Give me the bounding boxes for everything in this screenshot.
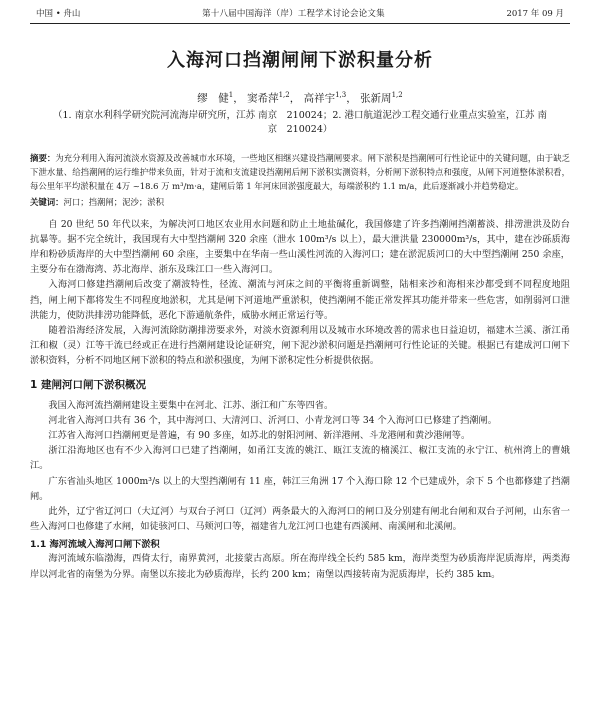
author-sup: 1,2 bbox=[391, 91, 403, 99]
body-paragraph: 河北省入海河口共有 36 个，其中海河口、大清河口、沂河口、小青龙河口等 34 个入海河口已修建了挡潮闸。 bbox=[48, 414, 497, 426]
author: 高祥宇 bbox=[303, 92, 336, 105]
subsection-heading: 1.1 海河流域入海河口闸下淤积 bbox=[30, 539, 160, 551]
author: 窦希萍 bbox=[247, 92, 279, 105]
running-header-center: 第十八届中国海洋（岸）工程学术讨论会论文集 bbox=[202, 9, 385, 19]
abstract bbox=[30, 151, 570, 193]
body-paragraph: 海河流域东临渤海，西倚太行，南界黄河，北接蒙古高原。所在海岸线全长约 585 km，海岸类型为砂质海岸泥质海岸，两类海岸以河北省的南堡为分界。南堡以东接北为砂质海岸，长约 200 km；南堡以西接转南为泥质海岸，长约 385 km。 bbox=[30, 553, 570, 580]
keywords-label: 关键词： bbox=[30, 196, 64, 207]
keywords bbox=[30, 195, 570, 209]
author-sup: 1,2 bbox=[278, 91, 290, 99]
body-paragraph: 广东省汕头地区 1000m³/s 以上的大型挡潮闸有 11 座，韩江三角洲 17 个入海口除 12 个已建成外，余下 5 个也都修建了挡潮闸。 bbox=[30, 475, 570, 502]
body-paragraph: 此外，辽宁省辽河口（大辽河）与双台子河口（辽河）两条最大的入海河口的闸口及分别建有闸北台闸和双台子河闸，山东省一些入海河口也修建了水闸，如徒骇河口、马颊河口等，福建省九龙江河口也建有西溪闸、南溪闸和北溪闸。 bbox=[30, 505, 570, 533]
abstract-label: 摘要： bbox=[30, 152, 56, 163]
intro-paragraph: 随着沿海经济发展，入海河流除防潮排涝要求外，对淡水资源利用以及城市水环境改善的需求也日益迫切，福建木兰溪、浙江甬江和椒（灵）江等干流已经或正在进行挡潮闸建设论证研究，闸下泥沙淤积问题是挡潮闸可行性论证的关键。根据已有建成河口闸下淤积资料，分析不同地区闸下淤积的特点和淤积强度，为闸下淤积定性分析提供依据。 bbox=[30, 324, 570, 367]
affiliation: （1. 南京水利科学研究院河流海岸研究所，江苏 南京 210024；2. 港口航道泥沙工程交通行业重点实验室，江苏 南京 210024） bbox=[53, 109, 547, 135]
running-header-right: 2017 年 09 月 bbox=[506, 9, 564, 19]
author: 张新周 bbox=[360, 92, 392, 105]
author-sup: 1 bbox=[228, 91, 234, 99]
author-sup: 1,3 bbox=[335, 91, 347, 99]
running-header bbox=[30, 8, 570, 24]
body-paragraph: 我国入海河流挡潮闸建设主要集中在河北、江苏、浙江和广东等四省。 bbox=[48, 399, 334, 411]
author: 缪 健 bbox=[197, 92, 229, 105]
abstract-text: 为充分利用入海河流淡水资源及改善城市水环境，一些地区相继兴建设挡潮闸要求。闸下淤积是挡潮闸可行性论证中的关键问题，由于缺乏下泄水量、给挡潮闸的运行维护带来负面，针对于流和支流建设挡潮闸后闸下淤积实测资料，分析闸下淤积特点和强度，从闸下河道整体淤积看，每公里年平均淤积量在 4万 ~18.6 万 m³/m·a，建闸后第 1 年河床回淤强度最大，每端淤积约 1.1 m/a，此后逐渐减小并趋势稳定。 bbox=[30, 152, 571, 191]
body-paragraph: 浙江沿海地区也有不少入海河口已建了挡潮闸，如甬江支流的姚江、瓯江支流的楠溪江、椒江支流的永宁江、杭州湾上的曹娥江。 bbox=[30, 445, 570, 472]
author-list: 缪 健$^1$， 窦希萍$^{1,2}$， 高祥宇$^{1,3}$， 张新周$^{1,2}$ bbox=[197, 91, 403, 105]
intro-paragraph: 自 20 世纪 50 年代以来，为解决河口地区农业用水问题和防止土地盐碱化，我国修建了许多挡潮闸挡潮蓄淡、排涝泄洪及防台抗暴等。据不完全统计，我国现有大中型挡潮闸 320 余座（泄水 100m³/s 以上），最大泄洪量 230000m³/s，其中，建在沙砾质海岸和粉砂质海岸的大中型挡潮闸 60 余座，主要集中在华南一些山溪性河流的入海河口；建在淤泥质河口的大中型挡潮闸 250 余座，主要分布在渤海湾、苏北海岸、浙东及珠江口一些入海河口。 bbox=[30, 218, 570, 276]
body-paragraph: 江苏省入海河口挡潮闸更是普遍，有 90 多座，如苏北的射阳河闸、新洋港闸、斗龙港闸和黄沙港闸等。 bbox=[48, 429, 471, 441]
section-heading: 1 建闸河口闸下淤积概况 bbox=[30, 378, 146, 391]
intro-paragraph: 入海河口修建挡潮闸后改变了潮波特性，径流、潮流与河床之间的平衡将重新调整，陆相来沙和海相来沙都受到不同程度地阻挡，闸上闸下都将发生不同程度地淤积，尤其是闸下河道地严重淤积，使挡潮闸不能正常发挥其功能并带来一些危害，如削弱河口泄洪能力，使防洪排涝功能降低，恶化下游通航条件，威胁水闸正常运行等。 bbox=[30, 279, 570, 321]
running-header-left: 中国 • 舟山 bbox=[36, 9, 81, 19]
paper-title: 入海河口挡潮闸闸下淤积量分析 bbox=[167, 50, 433, 71]
keywords-text: 河口；挡潮闸；泥沙；淤积 bbox=[63, 196, 164, 207]
